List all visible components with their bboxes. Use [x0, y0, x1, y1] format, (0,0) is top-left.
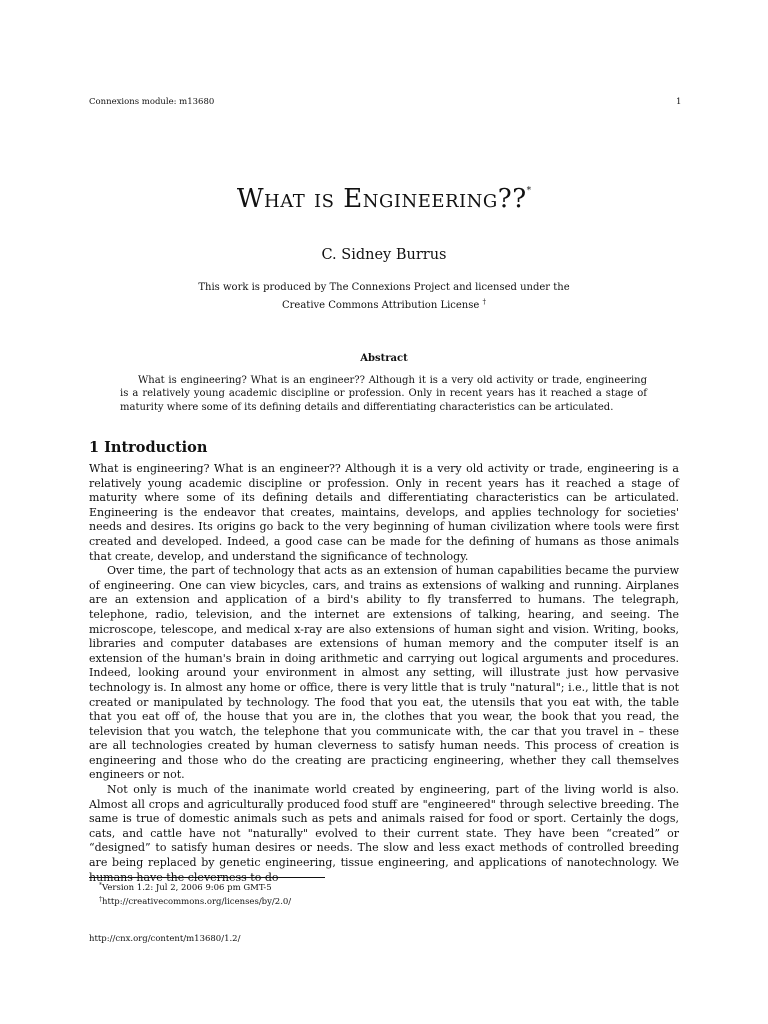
page-number: 1 [676, 97, 682, 107]
abstract-heading: Abstract [360, 353, 408, 364]
license-footnote-mark: † [482, 298, 486, 306]
title-text: What is Engineering?? [236, 184, 527, 214]
abstract-text: What is engineering? What is an engineer?? Although it is a very old activity or trade, engineering is a relatively young academic discipline or profession. Only in recent years has it reached a stage of maturity where some of its defining details and differentiating characteristics can be articulated. [120, 375, 647, 413]
section-body [89, 462, 679, 885]
footer-url-link[interactable]: http://cnx.org/content/m13680/1.2/ [89, 934, 241, 944]
footnote-text: Version 1.2: Jul 2, 2006 9:06 pm GMT-5 [102, 883, 272, 893]
abstract-body [120, 374, 647, 414]
running-header-module: Connexions module: m13680 [89, 97, 215, 107]
license-statement [0, 280, 768, 313]
license-text: Creative Commons Attribution License [282, 300, 480, 311]
paper-title [0, 184, 768, 214]
body-paragraph: Not only is much of the inanimate world created by engineering, part of the living world is also. Almost all crops and agriculturally produced food stuff are "engineered" through selective breeding. The same is true of domestic animals such as pets and animals raised for food or sport. Certainly the dogs, cats, and cattle have not "naturally" evolved to their current state. They have been “created” or “designed” to satisfy human desires or needs. The slow and less exact methods of controlled breeding are being replaced by genetic engineering, tissue engineering, and applications of nanotechnology. We humans have the cleverness to do [89, 783, 679, 884]
license-line-2 [0, 295, 768, 313]
footnote-item [89, 880, 291, 894]
body-paragraph: Over time, the part of technology that acts as an extension of human capabilities became the purview of engineering. One can view bicycles, cars, and trains as extensions of walking and running. Airplanes are an extension and application of a bird's ability to fly transferred to humans. The telegraph, telephone, radio, television, and the internet are extensions of talking, hearing, and seeing. The microscope, telescope, and medical x-ray are also extensions of human sight and vision. Writing, books, libraries and computer databases are extensions of human memory and the computer itself is an extension of the human's brain in doing arithmetic and carrying out logical arguments and procedures. Indeed, looking around your environment in almost any setting, will illustrate just how pervasive technology is. In almost any home or office, there is very little that is truly "natural"; i.e., little that is not created or manipulated by technology. The food that you eat, the utensils that you eat with, the table that you eat off of, the house that you are in, the clothes that you wear, the book that you read, the television that you watch, the telephone that you communicate with, the car that you travel in – these are all technologies created by human cleverness to satisfy human needs. This process of creation is engineering and those who do the creating are practicing engineering, whether they call themselves engineers or not. [89, 564, 679, 782]
author-name: C. Sidney Burrus [321, 247, 447, 263]
body-paragraph: What is engineering? What is an engineer?? Although it is a very old activity or trade, engineering is a relatively young academic discipline or profession. Only in recent years has it reached a stage of maturity where some of its defining details and differentiating characteristics can be articulated. Engineering is the endeavor that creates, maintains, develops, and applies technology for societies' needs and desires. Its origins go back to the very beginning of human civilization where tools were first created and developed. Indeed, a good case can be made for the defining of humans as those animals that create, develop, and understand the significance of technology. [89, 462, 679, 563]
footnotes [89, 880, 291, 908]
title-footnote-mark: * [526, 186, 532, 196]
footnote-divider [89, 877, 325, 878]
footnote-mark: * [99, 882, 102, 889]
section-heading: 1 Introduction [89, 439, 208, 456]
footnote-item [89, 894, 291, 908]
license-line-1: This work is produced by The Connexions Project and licensed under the [198, 282, 570, 293]
footnote-mark: † [99, 896, 102, 903]
footnote-link[interactable]: http://creativecommons.org/licenses/by/2.0/ [102, 897, 292, 907]
